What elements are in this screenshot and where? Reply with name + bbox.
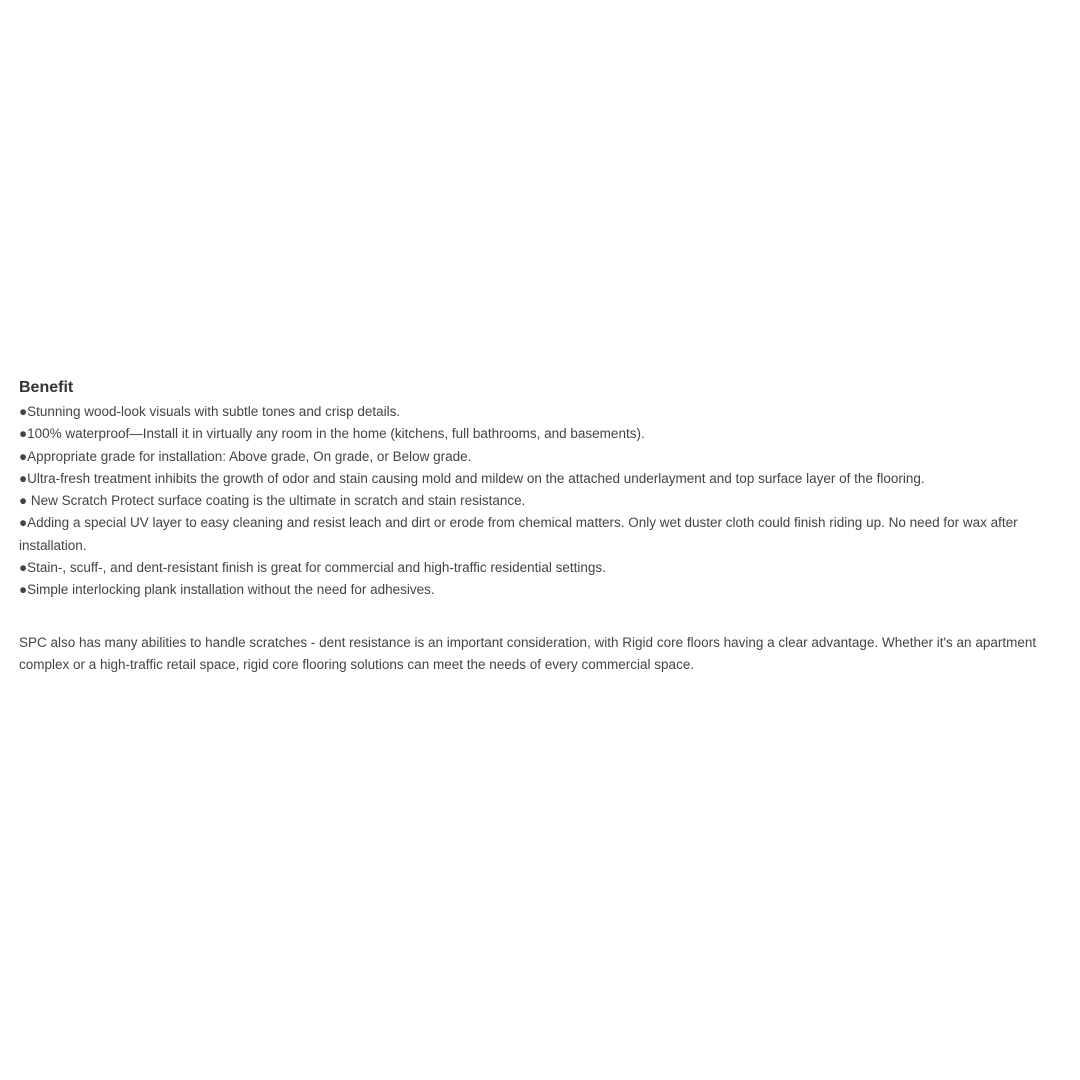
section-spacer: [19, 602, 1067, 632]
benefit-item-ultra-fresh: ●Ultra-fresh treatment inhibits the growth of odor and stain causing mold and mildew on the attached underlayment and top surface layer of the flooring.: [19, 470, 925, 486]
benefit-list: [19, 401, 1067, 602]
product-description: [19, 378, 1067, 676]
benefit-heading: Benefit: [19, 379, 74, 396]
benefit-item-uv-layer: ●Adding a special UV layer to easy cleaning and resist leach and dirt or erode from chemical matters. Only wet duster cloth could finish riding up. No need for wax after installation.: [19, 515, 1018, 553]
benefit-item-interlocking: ●Simple interlocking plank installation without the need for adhesives.: [19, 582, 435, 598]
benefit-item-waterproof: ●100% waterproof—Install it in virtually any room in the home (kitchens, full bathrooms, and basements).: [19, 426, 645, 442]
benefit-item-scratch-protect: ● New Scratch Protect surface coating is the ultimate in scratch and stain resistance.: [19, 493, 526, 509]
benefit-item-stain-resistant: ●Stain-, scuff-, and dent-resistant finish is great for commercial and high-traffic residential settings.: [19, 560, 606, 576]
benefit-item-installation-grade: ●Appropriate grade for installation: Above grade, On grade, or Below grade.: [19, 448, 472, 464]
spc-paragraph: SPC also has many abilities to handle scratches - dent resistance is an important consideration, with Rigid core floors having a clear advantage. Whether it's an apartment complex or a high-traffic retail space, rigid core flooring solutions can meet the needs of every commercial space.: [19, 634, 1037, 672]
benefit-item-wood-look: ●Stunning wood-look visuals with subtle tones and crisp details.: [19, 404, 401, 419]
